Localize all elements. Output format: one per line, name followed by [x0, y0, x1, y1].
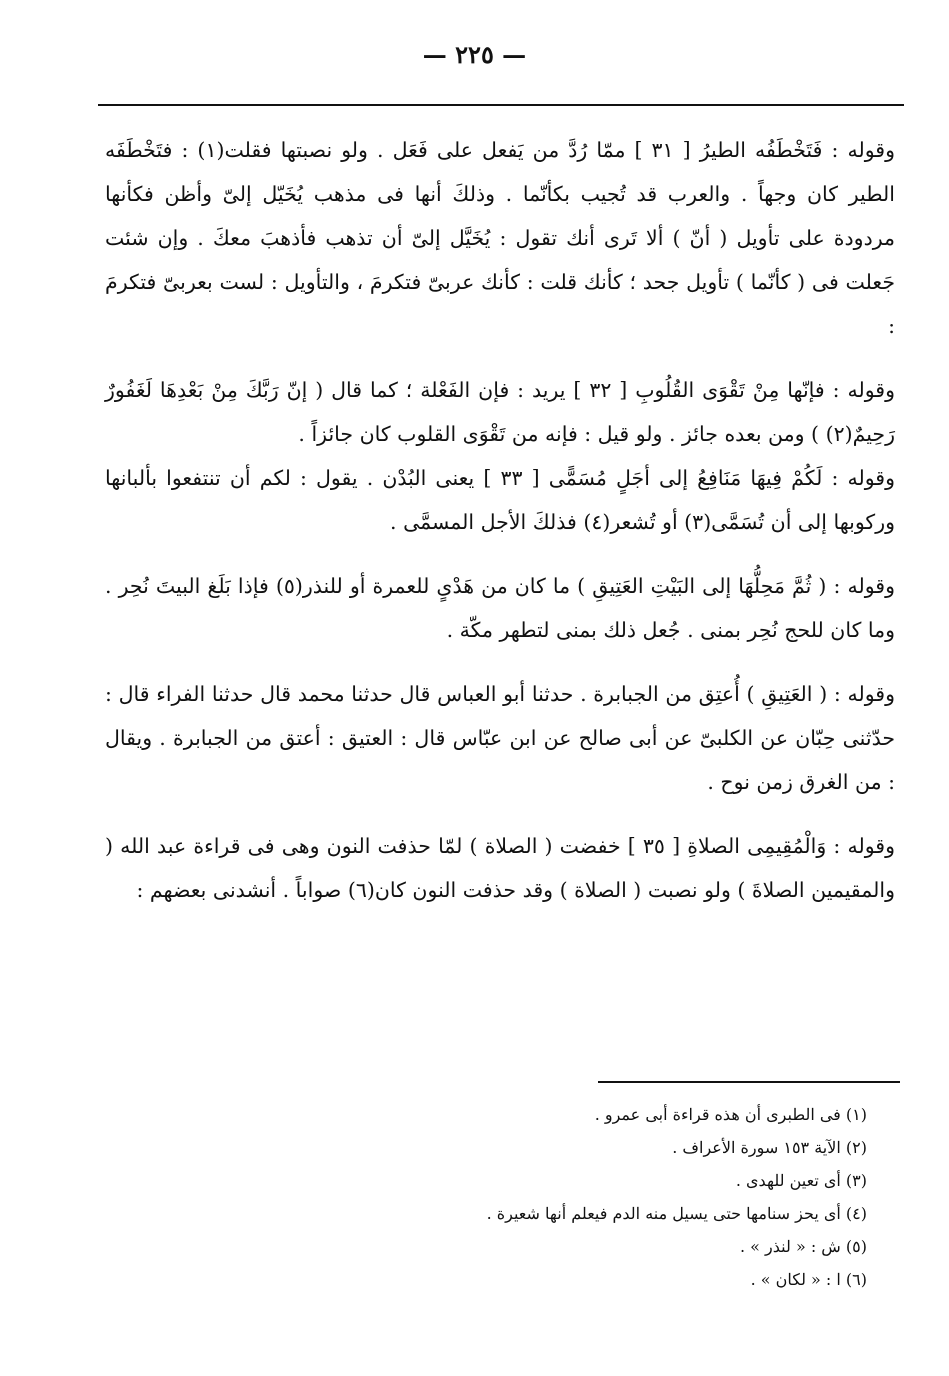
page-number: — ٢٢٥ —: [422, 40, 527, 69]
footnote-rule: [598, 1081, 900, 1083]
footnote-5: (٥) ش : « لنذر » .: [739, 1237, 867, 1256]
footnote-4: (٤) أى يحز سنامها حتى يسيل منه الدم فيعلم أنها شعيرة .: [486, 1204, 867, 1223]
footnote-1: (١) فى الطبرى أن هذه قراءة أبى عمرو .: [594, 1105, 867, 1124]
footnote-2: (٢) الآية ١٥٣ سورة الأعراف .: [672, 1138, 867, 1157]
footnote-6: (٦) ا : « لكان » .: [750, 1270, 867, 1289]
footnote-3: (٣) أى تعين للهدى .: [735, 1171, 867, 1190]
main-text: [105, 128, 895, 912]
footnotes: [167, 1098, 867, 1296]
paragraph-2: وقوله : فإنّها مِنْ تَقْوَى القُلُوبِ [ ٣٢ ] يريد : فإن الفَعْلة ؛ كما قال ( إنّ رَبَّكَ مِنْ بَعْدِهَا لَغَفُورٌ رَحِيمٌ(٢) ) ومن بعده جائز . ولو قيل : فإنه من تَقْوَى القلوب كان جائزاً .: [105, 378, 896, 446]
paragraph-5: وقوله : ( العَتِيقِ ) أُعتِق من الجبابرة . حدثنا أبو العباس قال حدثنا محمد قال حدثنا الفراء قال : حدّثنى حِبّان عن الكلبىّ عن أبى صالح عن ابن عبّاس قال : العتيق : أعتق من الجبابرة . ويقال : من الغرق زمن نوح .: [105, 682, 895, 794]
paragraph-1: وقوله : فَتَخْطَفُه الطيرُ [ ٣١ ] ممّا رُدَّ من يَفعل على فَعَل . ولو نصبتها فقلت(١) : فتَخْطَفَه الطير كان وجهاً . والعرب قد تُجيب بكأنّما . وذلكَ أنها فى مذهب يُخَيّل إلىّ وأظن فكأنها مردودة على تأويل ( أنّ ) ألا تَرى أنك تقول : يُخَيَّل إلىّ أن تذهب فأذهبَ معكَ . وإن شئت جَعلت فى ( كأنّما ) تأويل جحد ؛ كأنك قلت : كأنك عربىّ فتكرمَ ، والتأويل : لست بعربىّ فتكرمَ :: [105, 138, 895, 338]
paragraph-3: وقوله : لَكُمْ فِيهَا مَنَافِعُ إلى أجَلٍ مُسَمًّى [ ٣٣ ] يعنى البُدْن . يقول : لكم أن تنتفعوا بألبانها وركوبها إلى أن تُسَمَّى(٣) أو تُشعر(٤) فذلكَ الأجل المسمَّى .: [105, 466, 895, 534]
paragraph-4: وقوله : ( ثُمَّ مَحِلُّهَا إلى البَيْتِ العَتِيقِ ) ما كان من هَدْىٍ للعمرة أو للنذر(٥) فإذا بَلَغ البيتَ نُحِر . وما كان للحج نُحِر بمنى . جُعل ذلك بمنى لتطهر مكّة .: [105, 574, 896, 642]
paragraph-6: وقوله : وَالْمُقِيمِى الصلاةِ [ ٣٥ ] خفضت ( الصلاة ) لمّا حذفت النون وهى فى قراءة عبد الله ( والمقيمين الصلاةَ ) ولو نصبت ( الصلاة ) وقد حذفت النون كان(٦) صواباً . أنشدنى بعضهم :: [105, 834, 895, 902]
header-rule: [98, 104, 904, 106]
